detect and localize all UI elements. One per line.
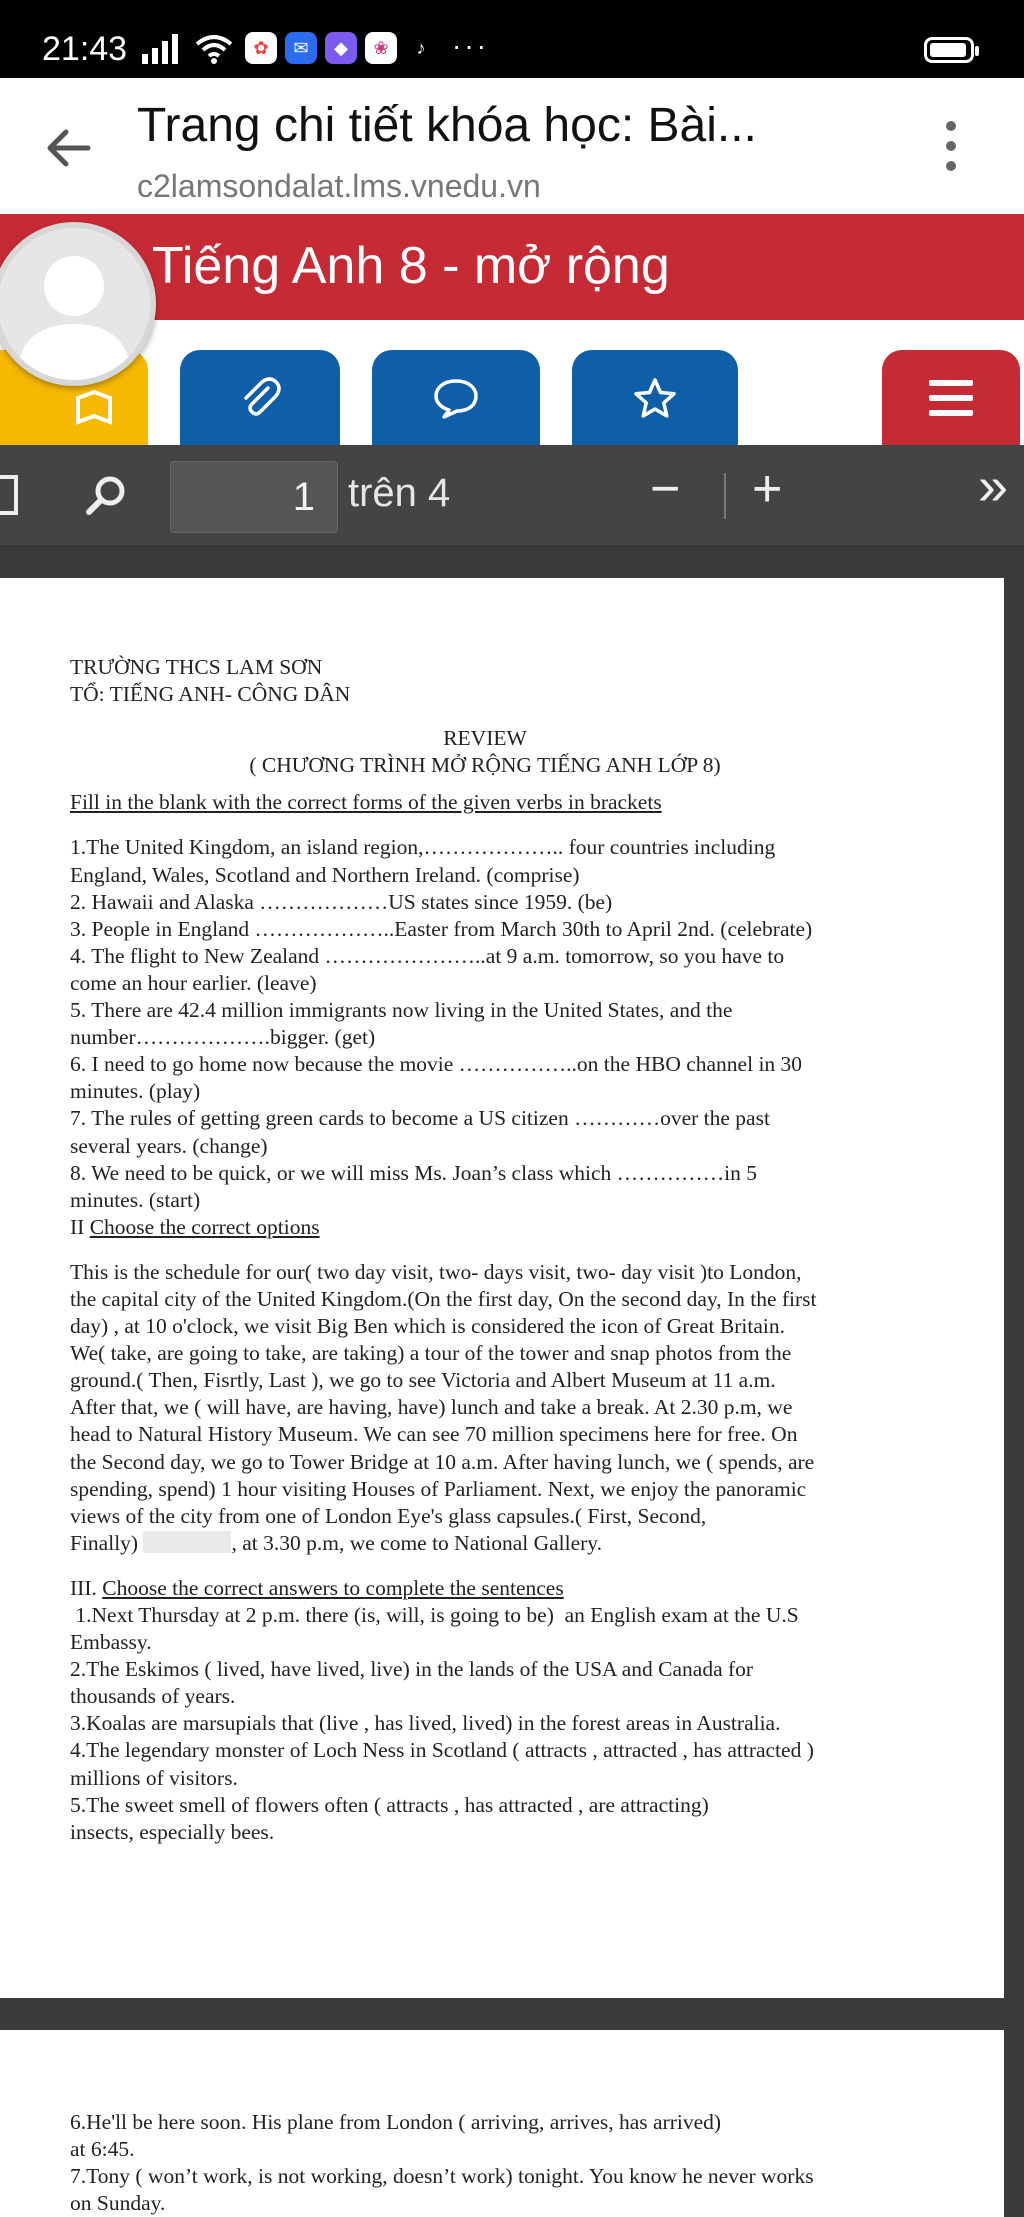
wifi-icon (195, 34, 233, 64)
course-nav-tabs (0, 320, 1024, 445)
paragraph-line (70, 1530, 950, 1557)
book-icon (74, 390, 114, 426)
paragraph-line: day) , at 10 o'clock, we visit Big Ben which is considered the icon of Great Britain. (70, 1314, 785, 1339)
chat-bubble-icon (432, 377, 480, 419)
section2-heading-line (70, 1214, 950, 1241)
tab-menu[interactable] (882, 350, 1020, 445)
tab-discussion[interactable] (372, 350, 540, 445)
exercise-line: minutes. (play) (70, 1079, 201, 1104)
exercise-line: 8. We need to be quick, or we will miss Ms. Joan’s class which ……………in 5 (70, 1160, 757, 1185)
photos-app-icon: ✿ (245, 32, 277, 64)
user-silhouette-icon (0, 228, 150, 380)
overflow-menu-icon[interactable] (940, 118, 962, 174)
paragraph-line: We( take, are going to take, are taking) a tour of the tower and snap photos from the (70, 1341, 792, 1366)
school-name: TRƯỜNG THCS LAM SƠN (70, 655, 323, 679)
status-time: 21:43 (42, 30, 128, 68)
zoom-divider (724, 473, 726, 519)
page-count-label: trên 4 (348, 471, 451, 515)
notification-icons (245, 32, 437, 64)
exercise-line: 2.The Eskimos ( lived, have lived, live) in the lands of the USA and Canada for (70, 1657, 754, 1682)
paragraph-line: spending, spend) 1 hour visiting Houses of Parliament. Next, we enjoy the panoramic (70, 1476, 807, 1501)
messenger-app-icon: ◆ (325, 32, 357, 64)
paragraph-text: , at 3.30 p.m, we come to National Gallery. (231, 1530, 603, 1555)
document-subtitle: ( CHƯƠNG TRÌNH MỞ RỘNG TIẾNG ANH LỚP 8) (249, 753, 721, 778)
exercise-line: 3.Koalas are marsupials that (live , has lived, lived) in the forest areas in Australia. (70, 1711, 781, 1736)
more-tools-chevron-icon[interactable]: » (978, 456, 1009, 516)
exercise-line: minutes. (start) (70, 1187, 201, 1212)
page-number-input[interactable] (170, 461, 338, 533)
exercise-line: thousands of years. (70, 1684, 236, 1709)
course-title: Tiếng Anh 8 - mở rộng (152, 237, 670, 295)
exercise-line: Embassy. (70, 1630, 152, 1655)
more-notifications-icon: ··· (452, 30, 489, 61)
section2-heading: Choose the correct options (89, 1214, 320, 1239)
document-title: REVIEW (443, 726, 527, 751)
section3-heading: Choose the correct answers to complete the sentences (102, 1575, 564, 1600)
battery-icon (924, 37, 974, 63)
paragraph-line: views of the city from one of London Eye's glass capsules.( First, Second, (70, 1503, 707, 1528)
back-arrow-icon[interactable] (40, 120, 96, 176)
paragraph-line: the capital city of the United Kingdom.(On the first day, On the second day, In the first (70, 1286, 817, 1311)
pdf-page-1 (0, 578, 1004, 1998)
paragraph-line: the Second day, we go to Tower Bridge at 10 a.m. After having lunch, we ( spends, are (70, 1449, 815, 1474)
exercise-line: 6.He'll be here soon. His plane from London ( arriving, arrives, has arrived) (70, 2110, 722, 2134)
hamburger-icon (927, 378, 975, 418)
exercise-line: 4.The legendary monster of Loch Ness in Scotland ( attracts , attracted , has attracted ) (70, 1738, 814, 1763)
zoom-in-button[interactable]: + (752, 460, 783, 518)
exercise-line: on Sunday. (70, 2191, 166, 2216)
exercise-line: come an hour earlier. (leave) (70, 970, 317, 995)
exercise-line: at 6:45. (70, 2137, 135, 2162)
exercise-line: several years. (change) (70, 1133, 268, 1158)
pdf-page-2 (0, 2030, 1004, 2217)
exercise-line: 5.The sweet smell of flowers often ( attracts , has attracted , are attracting) (70, 1792, 709, 1817)
zalo-app-icon: ✉ (285, 32, 317, 64)
paragraph-line: ground.( Then, Fisrtly, Last ), we go to see Victoria and Albert Museum at 11 a.m. (70, 1368, 776, 1393)
star-icon (633, 377, 677, 419)
pdf-toolbar (0, 445, 1024, 545)
signal-icon (142, 34, 182, 64)
section3-list (70, 1602, 950, 1846)
exercise-line: 1.Next Thursday at 2 p.m. there (is, will, is going to be) an English exam at the U.S (70, 1603, 799, 1627)
browser-bar (0, 78, 1024, 214)
section2-paragraph (70, 1259, 950, 1557)
exercise-line: 7.Tony ( won’t work, is not working, doesn’t work) tonight. You know he never works (70, 2164, 814, 2189)
paragraph-line: After that, we ( will have, are having, have) lunch and take a break. At 2.30 p.m, we (70, 1395, 793, 1420)
sidebar-toggle-icon[interactable] (0, 475, 20, 515)
section1-heading: Fill in the blank with the correct forms of the given verbs in brackets (70, 790, 662, 815)
exercise-line: insects, especially bees. (70, 1819, 275, 1844)
page-url[interactable]: c2lamsondalat.lms.vnedu.vn (137, 168, 541, 204)
section3-heading-line (70, 1575, 950, 1602)
tiktok-app-icon: ♪ (405, 32, 437, 64)
section3-number: III. (70, 1575, 103, 1600)
paragraph-text: Finally) (70, 1530, 144, 1555)
exercise-line: 6. I need to go home now because the movie ……………..on the HBO channel in 30 (70, 1052, 803, 1077)
paperclip-icon (238, 376, 282, 420)
section1-list (70, 834, 950, 1213)
exercise-line: number……………….bigger. (get) (70, 1025, 376, 1050)
gallery-app-icon: ❀ (365, 32, 397, 64)
page-title: Trang chi tiết khóa học: Bài... (137, 99, 757, 152)
section2-number: II (70, 1214, 90, 1239)
exercise-line: 7. The rules of getting green cards to become a US citizen …………over the past (70, 1106, 770, 1131)
exercise-line: 2. Hawaii and Alaska ………………US states since 1959. (be) (70, 889, 613, 914)
tab-favorites[interactable] (572, 350, 738, 445)
exercise-line: 5. There are 42.4 million immigrants now living in the United States, and the (70, 998, 733, 1023)
exercise-line: 4. The flight to New Zealand …………………..at 9 a.m. tomorrow, so you have to (70, 943, 785, 968)
status-bar (0, 0, 1024, 78)
search-icon[interactable] (84, 473, 128, 517)
exercise-line: 3. People in England ………………..Easter from March 30th to April 2nd. (celebrate) (70, 916, 813, 941)
exercise-line: England, Wales, Scotland and Northern Ireland. (comprise) (70, 862, 580, 887)
tab-attachments[interactable] (180, 350, 340, 445)
zoom-out-button[interactable]: − (650, 460, 681, 518)
department-name: TỔ: TIẾNG ANH- CÔNG DÂN (70, 682, 351, 707)
highlighted-blank (143, 1531, 231, 1553)
paragraph-line: head to Natural History Museum. We can see 70 million specimens here for free. On (70, 1422, 798, 1447)
exercise-line: millions of visitors. (70, 1765, 238, 1790)
paragraph-line: This is the schedule for our( two day visit, two- days visit, two- day visit )to London, (70, 1259, 802, 1284)
exercise-line: 1.The United Kingdom, an island region,……………….. four countries including (70, 835, 776, 860)
